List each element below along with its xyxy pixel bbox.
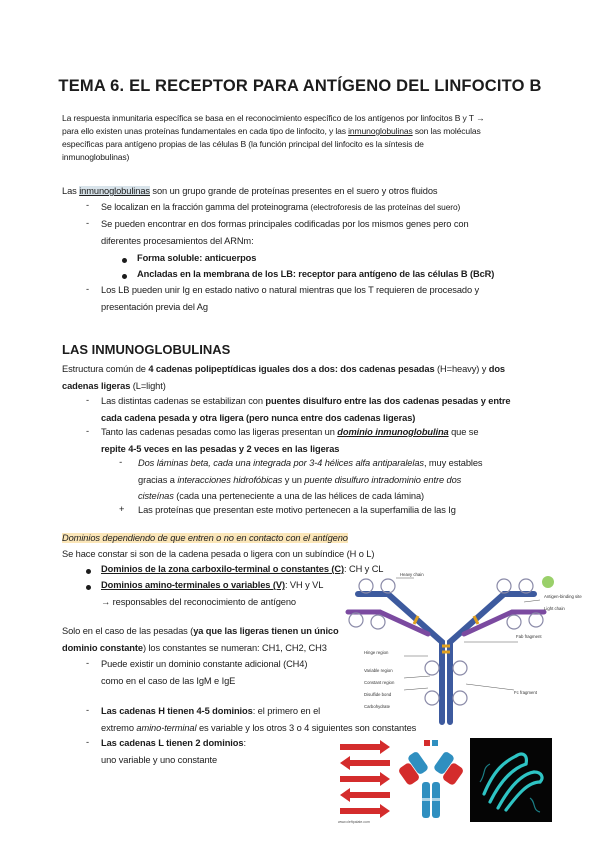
bullet-dot [122,274,127,279]
label-light-chain: Light chain [544,606,565,611]
sec3-line: Se hace constar si son de la cadena pesada o ligera con un subíndice (H o L) [62,549,375,559]
sec1-bullet-1: Forma soluble: anticuerpos [137,253,257,263]
plus-marker: + [119,504,125,514]
label-fc: Fc fragment [514,690,537,695]
dash-marker: - [86,426,90,436]
sec3-item-light: Las cadenas L tienen 2 dominios: uno variable y uno constante [101,738,246,765]
dash-marker: - [86,284,90,294]
dash-marker: - [86,737,90,747]
intro-paragraph [62,112,542,164]
sec3-heading: Dominios dependiendo de que entren o no en contacto con el antígeno [62,533,348,543]
section-heading-inmunoglobulinas: LAS INMUNOGLOBULINAS [62,342,231,357]
page-title: TEMA 6. EL RECEPTOR PARA ANTÍGENO DEL LINFOCITO B [58,77,542,95]
bullet-dot [86,569,91,574]
label-constant: Constant region [364,680,395,685]
sec1-item-2: Se pueden encontrar en dos formas principales codificadas por los mismos genes pero con diferentes procesamientos del ARNm: [101,219,469,246]
sec2-structure: Estructura común de 4 cadenas polipeptídicas iguales dos a dos: dos cadenas pesadas (H=heavy) y dos cadenas ligeras (L=light) [62,364,505,391]
label-disulfide: Disulfide bond [364,692,392,697]
intro-line-4: inmunoglobulinas) [62,152,130,162]
intro-line-1: La respuesta inmunitaria específica se basa en el reconocimiento específico de los antígenos por linfocitos B y T → [62,113,485,123]
intro-line-2: para ello existen unas proteínas fundamentales en cada tipo de linfocito, y las inmunoglobulinas son las moléculas [62,126,481,136]
beta-sheet-diagram [336,738,394,824]
sec2-subitem-2: Las proteínas que presentan este motivo pertenecen a la superfamilia de las Ig [138,505,456,515]
dash-marker: - [86,705,90,715]
dash-marker: - [86,658,90,668]
label-fab: Fab fragment [516,634,542,639]
label-hinge: Hinge region [364,650,389,655]
sec2-subitem-1: Dos láminas beta, cada una integrada por 3-4 hélices alfa antiparalelas, muy estables gracias a interacciones hidrofóbicas y un puente disulfuro intradominio entre dos cisteínas (cada una perteneciente a una de las hélices de cada lámina) [138,458,483,501]
label-antigen-binding: Antigen-binding site [544,594,582,599]
dash-marker: - [119,457,123,467]
sec3-item-heavy: Las cadenas H tienen 4-5 dominios: el primero en el extremo amino-terminal es variable y los otros 3 o 4 siguientes son constantes [101,706,417,733]
sec1-bullet-2: Ancladas en la membrana de los LB: receptor para antígeno de las células B (BcR) [137,269,495,279]
antibody-structure-diagram [318,572,582,728]
dash-marker: - [86,395,90,405]
label-variable: Variable region [364,668,393,673]
sec2-item-2: Tanto las cadenas pesadas como las ligeras presentan un dominio inmunoglobulina que se repite 4-5 veces en las pesadas y 2 veces en las ligeras [101,427,479,454]
dash-marker: - [86,218,90,228]
sec1-lead: Las inmunoglobulinas son un grupo grande de proteínas presentes en el suero y otros fluidos [62,186,438,196]
ig-domain-model [398,738,464,822]
sec1-item-3: Los LB pueden unir Ig en estado nativo o natural mientras que los T requieren de procesado y presentación previa del Ag [101,285,480,312]
antigen-icon [542,576,554,588]
bullet-dot [86,585,91,590]
sec3-heavy-numbering: Solo en el caso de las pesadas (ya que las ligeras tienen un único dominio constante) los constantes se numeran: CH1, CH2, CH3 [62,626,339,653]
ig-ribbon-structure [470,738,552,822]
label-carbohydrate: Carbohydrate [364,704,391,709]
dash-marker: - [86,200,90,210]
intro-line-3: específicas para antígeno propias de las células B (la función principal del linfocito es la síntesis de [62,139,424,149]
sec3-bullet-constant: Dominios de la zona carboxilo-terminal o constantes (C): CH y CL [101,564,384,574]
sec3-bullet-variable: Dominios amino-terminales o variables (V): VH y VL → responsables del reconocimiento de antígeno [101,580,324,607]
label-heavy-chain: Heavy chain [400,572,424,577]
sec2-item-1: Las distintas cadenas se estabilizan con puentes disulfuro entre las dos cadenas pesadas y entre cada cadena pesada y otra ligera (pero nunca entre dos cadenas ligeras) [101,396,511,423]
bullet-dot [122,258,127,263]
image-credit: www.cleftpalate.com [338,820,370,824]
sec3-item-ch4: Puede existir un dominio constante adicional (CH4) como en el caso de las IgM e IgE [101,659,308,686]
sec1-item-1: Se localizan en la fracción gamma del proteinograma (electroforesis de las proteínas del suero) [101,202,461,212]
